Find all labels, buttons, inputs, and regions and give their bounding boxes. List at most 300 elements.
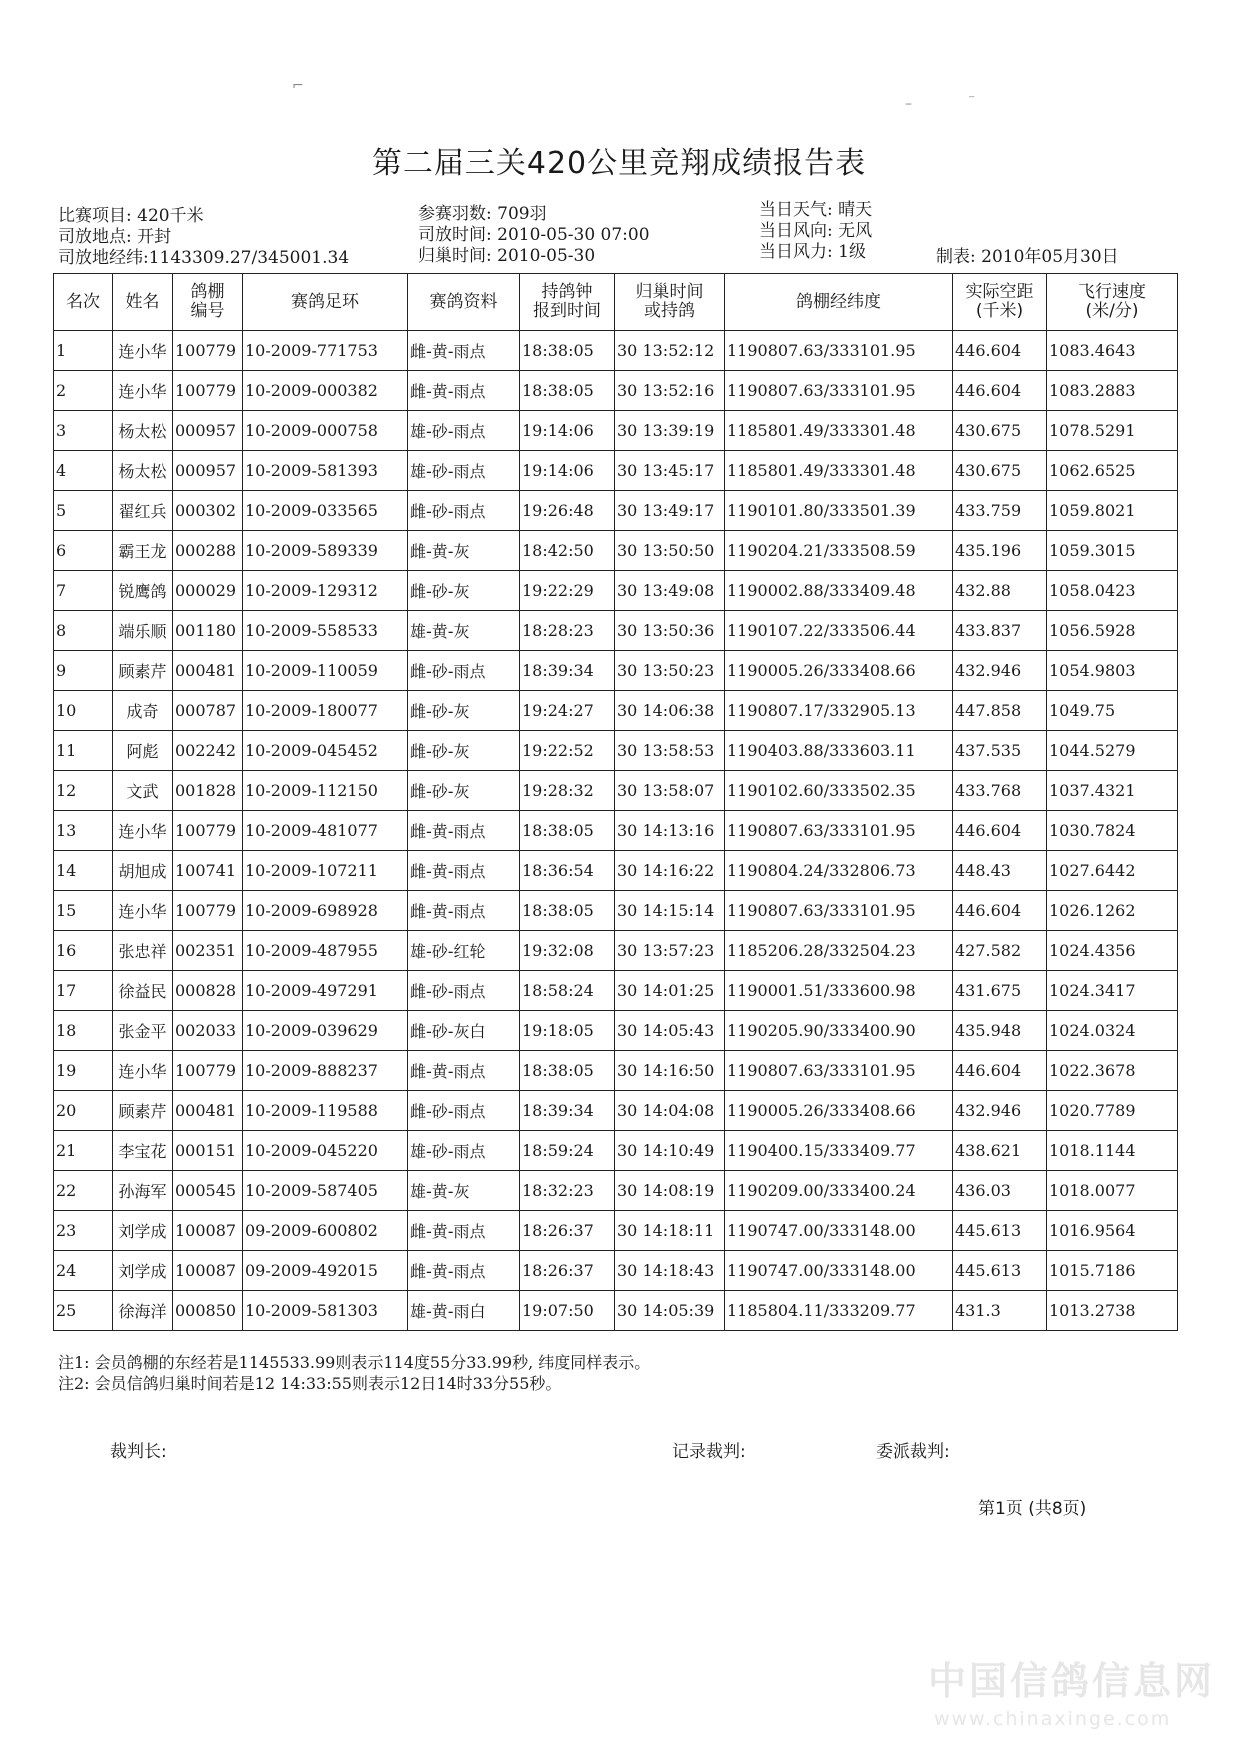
cell-return-time: 30 14:16:22	[615, 851, 725, 891]
cell-name: 连小华	[113, 371, 173, 411]
cell-loft-id: 000029	[173, 571, 243, 611]
cell-ring: 10-2009-180077	[243, 691, 408, 731]
cell-bird-info: 雌-砂-雨点	[408, 651, 520, 691]
delegated-referee-label: 委派裁判:	[876, 1442, 950, 1462]
cell-bird-info: 雌-黄-雨点	[408, 331, 520, 371]
cell-name: 霸王龙	[113, 531, 173, 571]
table-row	[54, 691, 1178, 731]
cell-ring: 09-2009-492015	[243, 1251, 408, 1291]
cell-loft-id: 100779	[173, 891, 243, 931]
cell-rank: 7	[54, 571, 113, 611]
cell-speed: 1049.75	[1047, 691, 1178, 731]
table-row	[54, 731, 1178, 771]
cell-loft-id: 000151	[173, 1131, 243, 1171]
scan-speck: ⁻	[968, 92, 976, 108]
info-column-1	[58, 206, 349, 269]
cell-distance: 431.675	[953, 971, 1047, 1011]
cell-ring: 10-2009-698928	[243, 891, 408, 931]
cell-coords: 1190747.00/333148.00	[725, 1211, 953, 1251]
cell-name: 顾素芹	[113, 651, 173, 691]
cell-rank: 14	[54, 851, 113, 891]
cell-coords: 1190107.22/333506.44	[725, 611, 953, 651]
cell-coords: 1190403.88/333603.11	[725, 731, 953, 771]
cell-return-time: 30 13:49:08	[615, 571, 725, 611]
header-name: 姓名	[113, 274, 173, 331]
cell-speed: 1058.0423	[1047, 571, 1178, 611]
cell-distance: 430.675	[953, 451, 1047, 491]
cell-distance: 446.604	[953, 371, 1047, 411]
cell-clock-time: 18:58:24	[520, 971, 615, 1011]
cell-ring: 10-2009-558533	[243, 611, 408, 651]
cell-clock-time: 18:59:24	[520, 1131, 615, 1171]
cell-bird-info: 雄-砂-红轮	[408, 931, 520, 971]
cell-loft-id: 100087	[173, 1251, 243, 1291]
cell-speed: 1026.1262	[1047, 891, 1178, 931]
cell-clock-time: 18:38:05	[520, 331, 615, 371]
cell-clock-time: 18:42:50	[520, 531, 615, 571]
cell-speed: 1024.3417	[1047, 971, 1178, 1011]
cell-ring: 10-2009-045452	[243, 731, 408, 771]
cell-speed: 1078.5291	[1047, 411, 1178, 451]
cell-return-time: 30 14:05:43	[615, 1011, 725, 1051]
cell-loft-id: 100087	[173, 1211, 243, 1251]
info-column-2	[418, 204, 650, 267]
cell-ring: 10-2009-888237	[243, 1051, 408, 1091]
cell-clock-time: 18:38:05	[520, 371, 615, 411]
cell-name: 锐鹰鸽	[113, 571, 173, 611]
cell-clock-time: 18:36:54	[520, 851, 615, 891]
cell-loft-id: 002033	[173, 1011, 243, 1051]
cell-distance: 446.604	[953, 331, 1047, 371]
info-column-3	[759, 200, 872, 263]
cell-speed: 1016.9564	[1047, 1211, 1178, 1251]
cell-bird-info: 雌-黄-雨点	[408, 891, 520, 931]
cell-ring: 10-2009-119588	[243, 1091, 408, 1131]
header-distance: 实际空距 (千米)	[953, 274, 1047, 331]
cell-return-time: 30 14:08:19	[615, 1171, 725, 1211]
cell-coords: 1190101.80/333501.39	[725, 491, 953, 531]
cell-coords: 1190400.15/333409.77	[725, 1131, 953, 1171]
page-title: 第二届三关420公里竞翔成绩报告表	[371, 146, 867, 181]
cell-name: 成奇	[113, 691, 173, 731]
cell-return-time: 30 13:58:07	[615, 771, 725, 811]
cell-loft-id: 000481	[173, 651, 243, 691]
cell-rank: 17	[54, 971, 113, 1011]
cell-bird-info: 雄-砂-雨点	[408, 411, 520, 451]
cell-distance: 445.613	[953, 1251, 1047, 1291]
cell-return-time: 30 13:45:17	[615, 451, 725, 491]
cell-clock-time: 19:24:27	[520, 691, 615, 731]
cell-coords: 1190001.51/333600.98	[725, 971, 953, 1011]
chief-referee-label: 裁判长:	[110, 1442, 167, 1462]
cell-coords: 1190005.26/333408.66	[725, 1091, 953, 1131]
cell-distance: 438.621	[953, 1131, 1047, 1171]
cell-bird-info: 雌-砂-雨点	[408, 491, 520, 531]
table-row	[54, 931, 1178, 971]
release-place-info: 司放地点: 开封	[58, 227, 172, 247]
cell-clock-time: 19:26:48	[520, 491, 615, 531]
table-body	[54, 331, 1178, 1331]
cell-clock-time: 18:38:05	[520, 1051, 615, 1091]
cell-loft-id: 000787	[173, 691, 243, 731]
cell-return-time: 30 14:16:50	[615, 1051, 725, 1091]
cell-speed: 1018.1144	[1047, 1131, 1178, 1171]
table-row	[54, 411, 1178, 451]
cell-ring: 10-2009-000382	[243, 371, 408, 411]
header-return-time: 归巢时间 或持鸽	[615, 274, 725, 331]
note-1: 注1: 会员鸽棚的东经若是1145533.99则表示114度55分33.99秒, 纬度同样表示。	[58, 1353, 651, 1372]
cell-ring: 10-2009-039629	[243, 1011, 408, 1051]
cell-coords: 1190747.00/333148.00	[725, 1251, 953, 1291]
cell-bird-info: 雌-黄-雨点	[408, 1051, 520, 1091]
table-row	[54, 571, 1178, 611]
cell-name: 翟红兵	[113, 491, 173, 531]
table-row	[54, 1291, 1178, 1331]
cell-rank: 2	[54, 371, 113, 411]
cell-clock-time: 19:22:52	[520, 731, 615, 771]
cell-return-time: 30 13:57:23	[615, 931, 725, 971]
cell-loft-id: 001180	[173, 611, 243, 651]
cell-rank: 18	[54, 1011, 113, 1051]
cell-name: 刘学成	[113, 1251, 173, 1291]
cell-return-time: 30 14:18:11	[615, 1211, 725, 1251]
cell-bird-info: 雌-黄-灰	[408, 531, 520, 571]
cell-bird-info: 雄-黄-灰	[408, 1171, 520, 1211]
cell-name: 孙海军	[113, 1171, 173, 1211]
header-coords: 鸽棚经纬度	[725, 274, 953, 331]
cell-speed: 1024.0324	[1047, 1011, 1178, 1051]
table-row	[54, 651, 1178, 691]
table-row	[54, 1011, 1178, 1051]
release-coords-info: 司放地经纬:1143309.27/345001.34	[58, 248, 350, 268]
release-time-info: 司放时间: 2010-05-30 07:00	[418, 225, 650, 245]
cell-coords: 1185801.49/333301.48	[725, 411, 953, 451]
header-loft-id: 鸽棚 编号	[173, 274, 243, 331]
cell-bird-info: 雌-砂-灰	[408, 691, 520, 731]
cell-coords: 1190804.24/332806.73	[725, 851, 953, 891]
cell-rank: 4	[54, 451, 113, 491]
cell-name: 阿彪	[113, 731, 173, 771]
wind-force-info: 当日风力: 1级	[759, 242, 866, 262]
cell-name: 张金平	[113, 1011, 173, 1051]
cell-name: 连小华	[113, 811, 173, 851]
cell-bird-info: 雌-砂-灰	[408, 731, 520, 771]
note-2: 注2: 会员信鸽归巢时间若是12 14:33:55则表示12日14时33分55秒。	[58, 1374, 562, 1393]
cell-return-time: 30 13:50:36	[615, 611, 725, 651]
cell-ring: 10-2009-045220	[243, 1131, 408, 1171]
cell-rank: 22	[54, 1171, 113, 1211]
header-rank: 名次	[54, 274, 113, 331]
cell-ring: 10-2009-107211	[243, 851, 408, 891]
cell-rank: 10	[54, 691, 113, 731]
cell-loft-id: 100741	[173, 851, 243, 891]
cell-name: 连小华	[113, 891, 173, 931]
cell-ring: 10-2009-497291	[243, 971, 408, 1011]
cell-bird-info: 雌-黄-雨点	[408, 371, 520, 411]
cell-speed: 1022.3678	[1047, 1051, 1178, 1091]
cell-rank: 3	[54, 411, 113, 451]
watermark-url: www.chinaxinge.com	[934, 1708, 1172, 1730]
cell-clock-time: 18:26:37	[520, 1251, 615, 1291]
cell-distance: 435.196	[953, 531, 1047, 571]
recording-referee-label: 记录裁判:	[672, 1442, 746, 1462]
cell-speed: 1027.6442	[1047, 851, 1178, 891]
cell-bird-info: 雄-黄-雨白	[408, 1291, 520, 1331]
table-row	[54, 491, 1178, 531]
cell-name: 顾素芹	[113, 1091, 173, 1131]
cell-rank: 24	[54, 1251, 113, 1291]
cell-clock-time: 19:32:08	[520, 931, 615, 971]
cell-clock-time: 19:14:06	[520, 451, 615, 491]
cell-bird-info: 雌-砂-灰	[408, 771, 520, 811]
cell-speed: 1018.0077	[1047, 1171, 1178, 1211]
cell-return-time: 30 14:05:39	[615, 1291, 725, 1331]
cell-speed: 1083.4643	[1047, 331, 1178, 371]
cell-return-time: 30 14:10:49	[615, 1131, 725, 1171]
table-row	[54, 371, 1178, 411]
cell-distance: 448.43	[953, 851, 1047, 891]
cell-distance: 433.837	[953, 611, 1047, 651]
cell-clock-time: 19:28:32	[520, 771, 615, 811]
cell-coords: 1190807.63/333101.95	[725, 891, 953, 931]
cell-speed: 1083.2883	[1047, 371, 1178, 411]
cell-coords: 1190002.88/333409.48	[725, 571, 953, 611]
table-row	[54, 451, 1178, 491]
cell-ring: 10-2009-481077	[243, 811, 408, 851]
table-row	[54, 1131, 1178, 1171]
cell-distance: 427.582	[953, 931, 1047, 971]
cell-rank: 19	[54, 1051, 113, 1091]
cell-loft-id: 000850	[173, 1291, 243, 1331]
cell-rank: 9	[54, 651, 113, 691]
cell-name: 张忠祥	[113, 931, 173, 971]
cell-ring: 10-2009-587405	[243, 1171, 408, 1211]
table-header-row	[54, 274, 1178, 331]
cell-speed: 1059.3015	[1047, 531, 1178, 571]
cell-loft-id: 000481	[173, 1091, 243, 1131]
cell-name: 胡旭成	[113, 851, 173, 891]
cell-return-time: 30 14:15:14	[615, 891, 725, 931]
cell-coords: 1190807.63/333101.95	[725, 1051, 953, 1091]
cell-distance: 436.03	[953, 1171, 1047, 1211]
cell-name: 徐益民	[113, 971, 173, 1011]
results-table	[53, 273, 1178, 1331]
cell-return-time: 30 13:50:50	[615, 531, 725, 571]
cell-distance: 435.948	[953, 1011, 1047, 1051]
cell-rank: 11	[54, 731, 113, 771]
cell-ring: 10-2009-589339	[243, 531, 408, 571]
cell-distance: 446.604	[953, 891, 1047, 931]
cell-distance: 430.675	[953, 411, 1047, 451]
cell-return-time: 30 14:04:08	[615, 1091, 725, 1131]
table-row	[54, 771, 1178, 811]
cell-rank: 6	[54, 531, 113, 571]
cell-clock-time: 18:39:34	[520, 651, 615, 691]
cell-speed: 1020.7789	[1047, 1091, 1178, 1131]
cell-ring: 10-2009-033565	[243, 491, 408, 531]
cell-clock-time: 19:14:06	[520, 411, 615, 451]
cell-speed: 1056.5928	[1047, 611, 1178, 651]
weather-info: 当日天气: 晴天	[759, 200, 873, 220]
cell-ring: 10-2009-771753	[243, 331, 408, 371]
cell-rank: 1	[54, 331, 113, 371]
cell-distance: 433.768	[953, 771, 1047, 811]
cell-speed: 1024.4356	[1047, 931, 1178, 971]
cell-ring: 10-2009-112150	[243, 771, 408, 811]
cell-coords: 1190807.63/333101.95	[725, 811, 953, 851]
cell-speed: 1037.4321	[1047, 771, 1178, 811]
cell-return-time: 30 14:18:43	[615, 1251, 725, 1291]
cell-return-time: 30 14:13:16	[615, 811, 725, 851]
cell-bird-info: 雌-黄-雨点	[408, 1251, 520, 1291]
cell-loft-id: 002351	[173, 931, 243, 971]
table-row	[54, 811, 1178, 851]
cell-loft-id: 000288	[173, 531, 243, 571]
cell-clock-time: 18:28:23	[520, 611, 615, 651]
cell-ring: 10-2009-110059	[243, 651, 408, 691]
cell-rank: 21	[54, 1131, 113, 1171]
cell-speed: 1044.5279	[1047, 731, 1178, 771]
table-row	[54, 331, 1178, 371]
table-row	[54, 891, 1178, 931]
cell-distance: 446.604	[953, 1051, 1047, 1091]
cell-distance: 431.3	[953, 1291, 1047, 1331]
cell-name: 端乐顺	[113, 611, 173, 651]
cell-loft-id: 002242	[173, 731, 243, 771]
cell-distance: 432.946	[953, 651, 1047, 691]
cell-loft-id: 100779	[173, 811, 243, 851]
cell-loft-id: 000828	[173, 971, 243, 1011]
cell-bird-info: 雄-砂-雨点	[408, 451, 520, 491]
cell-distance: 433.759	[953, 491, 1047, 531]
entries-info: 参赛羽数: 709羽	[418, 204, 547, 224]
cell-rank: 13	[54, 811, 113, 851]
table-row	[54, 851, 1178, 891]
cell-ring: 09-2009-600802	[243, 1211, 408, 1251]
cell-rank: 5	[54, 491, 113, 531]
cell-bird-info: 雌-黄-雨点	[408, 851, 520, 891]
cell-return-time: 30 13:39:19	[615, 411, 725, 451]
cell-loft-id: 000545	[173, 1171, 243, 1211]
cell-name: 徐海洋	[113, 1291, 173, 1331]
cell-rank: 12	[54, 771, 113, 811]
cell-loft-id: 000957	[173, 451, 243, 491]
cell-speed: 1015.7186	[1047, 1251, 1178, 1291]
cell-coords: 1190204.21/333508.59	[725, 531, 953, 571]
cell-rank: 25	[54, 1291, 113, 1331]
cell-coords: 1190807.63/333101.95	[725, 371, 953, 411]
cell-bird-info: 雌-黄-雨点	[408, 1211, 520, 1251]
cell-clock-time: 19:18:05	[520, 1011, 615, 1051]
cell-rank: 20	[54, 1091, 113, 1131]
cell-clock-time: 18:32:23	[520, 1171, 615, 1211]
cell-ring: 10-2009-129312	[243, 571, 408, 611]
cell-speed: 1054.9803	[1047, 651, 1178, 691]
cell-coords: 1190205.90/333400.90	[725, 1011, 953, 1051]
cell-loft-id: 100779	[173, 371, 243, 411]
cell-clock-time: 19:22:29	[520, 571, 615, 611]
cell-name: 杨太松	[113, 451, 173, 491]
cell-return-time: 30 13:52:12	[615, 331, 725, 371]
cell-bird-info: 雌-砂-雨点	[408, 971, 520, 1011]
cell-distance: 445.613	[953, 1211, 1047, 1251]
cell-name: 杨太松	[113, 411, 173, 451]
cell-loft-id: 000957	[173, 411, 243, 451]
table-row	[54, 1251, 1178, 1291]
header-speed: 飞行速度 (米/分)	[1047, 274, 1178, 331]
page-number: 第1页 (共8页)	[978, 1499, 1087, 1519]
cell-speed: 1013.2738	[1047, 1291, 1178, 1331]
cell-coords: 1190102.60/333502.35	[725, 771, 953, 811]
cell-coords: 1185804.11/333209.77	[725, 1291, 953, 1331]
event-info: 比赛项目: 420千米	[58, 206, 204, 226]
cell-clock-time: 18:26:37	[520, 1211, 615, 1251]
scan-speck: –	[905, 96, 912, 112]
cell-coords: 1185206.28/332504.23	[725, 931, 953, 971]
cell-rank: 23	[54, 1211, 113, 1251]
cell-distance: 432.946	[953, 1091, 1047, 1131]
cell-loft-id: 100779	[173, 331, 243, 371]
cell-name: 连小华	[113, 1051, 173, 1091]
cell-distance: 447.858	[953, 691, 1047, 731]
cell-return-time: 30 13:52:16	[615, 371, 725, 411]
cell-ring: 10-2009-000758	[243, 411, 408, 451]
cell-return-time: 30 14:06:38	[615, 691, 725, 731]
cell-loft-id: 100779	[173, 1051, 243, 1091]
cell-clock-time: 18:39:34	[520, 1091, 615, 1131]
cell-coords: 1190807.17/332905.13	[725, 691, 953, 731]
cell-distance: 437.535	[953, 731, 1047, 771]
cell-ring: 10-2009-581393	[243, 451, 408, 491]
header-clock-time: 持鸽钟 报到时间	[520, 274, 615, 331]
cell-bird-info: 雌-砂-雨点	[408, 1091, 520, 1131]
cell-name: 刘学成	[113, 1211, 173, 1251]
cell-return-time: 30 14:01:25	[615, 971, 725, 1011]
cell-coords: 1190005.26/333408.66	[725, 651, 953, 691]
watermark-logo-text: 中国信鸽信息网	[928, 1659, 1216, 1703]
cell-clock-time: 19:07:50	[520, 1291, 615, 1331]
table-row	[54, 971, 1178, 1011]
cell-rank: 15	[54, 891, 113, 931]
cell-bird-info: 雌-黄-雨点	[408, 811, 520, 851]
scan-speck: ⌐	[292, 78, 304, 94]
wind-direction-info: 当日风向: 无风	[759, 221, 873, 241]
cell-loft-id: 001828	[173, 771, 243, 811]
return-time-info: 归巢时间: 2010-05-30	[418, 246, 596, 266]
cell-name: 连小华	[113, 331, 173, 371]
cell-distance: 446.604	[953, 811, 1047, 851]
cell-return-time: 30 13:58:53	[615, 731, 725, 771]
cell-speed: 1059.8021	[1047, 491, 1178, 531]
cell-speed: 1030.7824	[1047, 811, 1178, 851]
cell-rank: 16	[54, 931, 113, 971]
table-row	[54, 1091, 1178, 1131]
cell-bird-info: 雌-砂-灰白	[408, 1011, 520, 1051]
cell-coords: 1185801.49/333301.48	[725, 451, 953, 491]
table-row	[54, 1051, 1178, 1091]
cell-ring: 10-2009-487955	[243, 931, 408, 971]
cell-distance: 432.88	[953, 571, 1047, 611]
notes	[58, 1352, 650, 1394]
cell-ring: 10-2009-581303	[243, 1291, 408, 1331]
cell-rank: 8	[54, 611, 113, 651]
header-bird-info: 赛鸽资料	[408, 274, 520, 331]
cell-clock-time: 18:38:05	[520, 891, 615, 931]
cell-name: 文武	[113, 771, 173, 811]
cell-bird-info: 雄-砂-雨点	[408, 1131, 520, 1171]
cell-name: 李宝花	[113, 1131, 173, 1171]
cell-return-time: 30 13:49:17	[615, 491, 725, 531]
